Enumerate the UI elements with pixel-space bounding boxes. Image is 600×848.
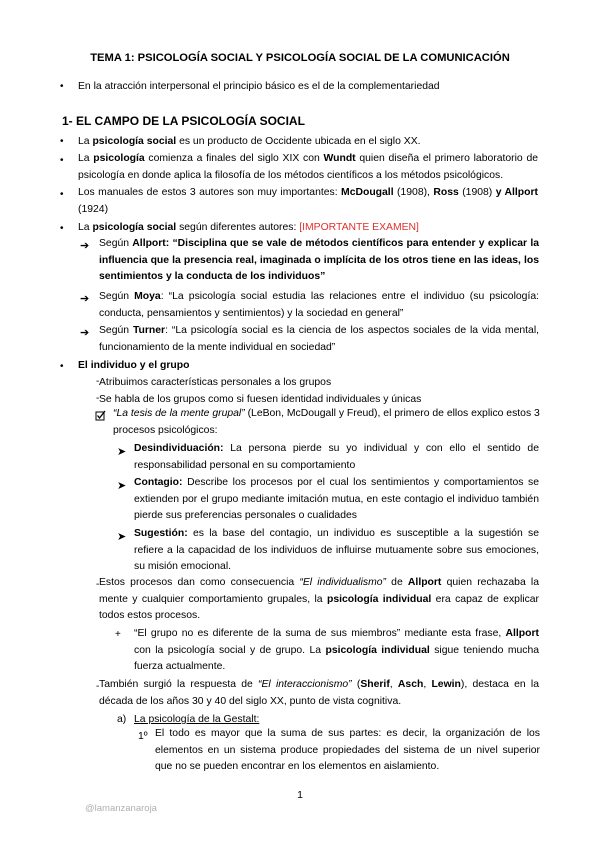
allport-quote: “El grupo no es diferente de la suma de sus miembros” mediante esta frase, Allport con la psicología social y de grupo. La psicología individual sigue teniendo mucha fuerza actualmente.	[134, 628, 540, 673]
allport-definition: Según Allport: “Disciplina que se vale de métodos científicos para entender y explicar la influencia que la presencia real, imaginada o implícita de los otros tiene en las ideas, los sentimientos y la conducta de los individuos”	[99, 238, 540, 283]
paragraph-3: Los manuales de estos 3 autores son muy importantes: McDougall (1908), Ross (1908) y Allport (1924)	[78, 187, 538, 215]
gestalt-marker: a)	[117, 714, 127, 725]
arrow-icon: ➔	[80, 240, 90, 252]
arrow-icon: ➔	[80, 293, 90, 305]
dash: -	[96, 393, 100, 404]
important-tag: [IMPORTANTE EXAMEN]	[299, 222, 419, 233]
individualismo-paragraph: Estos procesos dan como consecuencia “El individualismo” de Allport quien rechazaba la mente y cualquier comportamiento grupales, la psicología individual era capaz de explicar todos estos procesos.	[99, 577, 539, 622]
gestalt-principle-1: El todo es mayor que la suma de sus partes: es decir, la organización de los elementos en un sistema produce propiedades del sistema de un nivel superior que no se pueden encontrar en los elementos en aislamiento.	[155, 728, 540, 773]
plus-bullet: +	[115, 629, 121, 640]
contagio-item: Contagio: Describe los procesos por el cual los sentimientos y comportamientos se extienden por el grupo mediante imitación mutua, en este contagio el individuo también pierde sus preferencias personales o cualidades	[134, 477, 539, 522]
arrow-icon: ➔	[80, 327, 90, 339]
gestalt-heading: La psicología de la Gestalt:	[134, 714, 260, 725]
moya-definition: Según Moya: “La psicología social estudia las relaciones entre el individuo (su psicología: conducta, pensamientos y sentimientos) y la sociedad en general”	[99, 291, 539, 319]
item-number: 1º	[138, 731, 148, 742]
bullet: •	[60, 361, 64, 372]
group-item-1: Atribuimos características personales a los grupos	[99, 377, 332, 388]
arrowhead-icon: ➤	[117, 480, 127, 492]
mente-grupal-thesis: “La tesis de la mente grupal” (LeBon, McDougall y Freud), el primero de ellos explico estos 3 procesos psicológicos:	[113, 408, 540, 436]
bullet: •	[60, 136, 64, 147]
page-number: 1	[297, 789, 303, 801]
bullet: •	[60, 223, 64, 234]
bullet: •	[60, 189, 64, 200]
sugestion-item: Sugestión: es la base del contagio, un individuo es susceptible a la sugestión se refiere a la capacidad de los individuos de influirse mutuamente sobre sus emociones, su misión emocional.	[134, 528, 539, 573]
checkbox-bullet-icon	[95, 410, 106, 424]
group-heading: El individuo y el grupo	[78, 360, 190, 371]
paragraph-2: La psicología comienza a finales del siglo XIX con Wundt quien diseña el primero laboratorio de psicología en donde aplica la filosofía de los métodos científicos a los métodos psicológicos.	[78, 153, 538, 181]
paragraph-1: La psicología social es un producto de Occidente ubicada en el siglo XX.	[78, 136, 421, 147]
paragraph-4: La psicología social según diferentes autores: [IMPORTANTE EXAMEN]	[78, 222, 419, 233]
dash: -	[96, 579, 100, 590]
arrowhead-icon: ➤	[117, 446, 127, 458]
document-title: TEMA 1: PSICOLOGÍA SOCIAL Y PSICOLOGÍA SOCIAL DE LA COMUNICACIÓN	[90, 52, 510, 64]
intro-text: En la atracción interpersonal el principio básico es el de la complementariedad	[78, 81, 440, 92]
dash: -	[96, 681, 100, 692]
bullet: •	[60, 81, 64, 92]
arrowhead-icon: ➤	[117, 531, 127, 543]
section-heading: 1- EL CAMPO DE LA PSICOLOGÍA SOCIAL	[62, 114, 305, 128]
group-item-2: Se habla de los grupos como si fuesen identidad individuales y únicas	[99, 394, 422, 405]
desindividuacion-item: Desindividuación: La persona pierde su yo individual y con ello el sentido de responsabilidad personal en su comportamiento	[134, 443, 539, 471]
watermark: @lamanzanaroja	[85, 803, 157, 814]
bullet: •	[60, 155, 64, 166]
dash: -	[96, 376, 100, 387]
turner-definition: Según Turner: “La psicología social es la ciencia de los aspectos sociales de la vida mental, funcionamiento de la mente individual en sociedad”	[99, 325, 540, 353]
interaccionismo-paragraph: También surgió la respuesta de “El interaccionismo” (Sherif, Asch, Lewin), destaca en la década de los años 30 y 40 del siglo XX, punto de vista cognitiva.	[99, 679, 539, 707]
